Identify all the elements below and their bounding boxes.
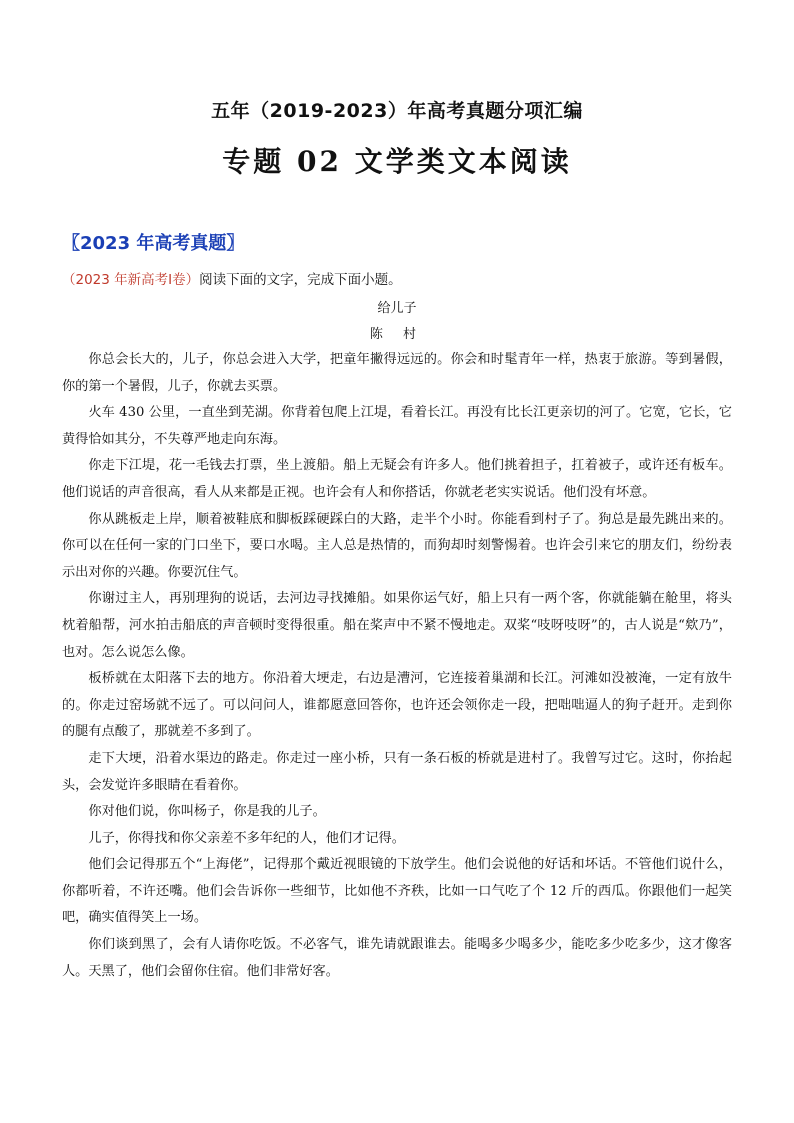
paragraph: 火车 430 公里，一直坐到芜湖。你背着包爬上江堤，看着长江。再没有比长江更亲切的河了。它宽，它长，它黄得恰如其分，不失尊严地走向东海。 — [62, 405, 732, 447]
paragraph: 你谢过主人，再别理狗的说话，去河边寻找摊船。如果你运气好，船上只有一两个客，你就能躺在舱里，将头枕着船帮，河水拍击船底的声音顿时变得很重。船在桨声中不紧不慢地走。双桨“吱呀吱呀”的，古人说是“欸乃”，也对。怎么说怎么像。 — [62, 591, 732, 660]
question-source: （2023 年新高考Ⅰ卷） — [62, 272, 200, 288]
paragraph: 你总会长大的，儿子，你总会进入大学，把童年撇得远远的。你会和时髦青年一样，热衷于旅游。等到暑假，你的第一个暑假，儿子，你就去买票。 — [62, 352, 732, 394]
section-heading: 〖2023 年高考真题〗 — [62, 233, 245, 254]
question-intro — [62, 268, 402, 288]
paragraph: 你们谈到黑了，会有人请你吃饭。不必客气，谁先请就跟谁去。能喝多少喝多少，能吃多少吃多少，这才像客人。天黑了，他们会留你住宿。他们非常好客。 — [62, 937, 732, 979]
document-title: 五年（2019-2023）年高考真题分项汇编 — [211, 100, 583, 122]
question-instruction: 阅读下面的文字，完成下面小题。 — [199, 272, 402, 288]
paragraph: 他们会记得那五个“上海佬”，记得那个戴近视眼镜的下放学生。他们会说他的好话和坏话。不管他们说什么，你都听着，不许还嘴。他们会告诉你一些细节，比如他不齐秩，比如一口气吃了个 12 斤的西瓜。你跟他们一起笑吧，确实值得笑上一场。 — [62, 857, 732, 926]
passage-author: 陈 村 — [369, 327, 425, 342]
paragraph: 板桥就在太阳落下去的地方。你沿着大埂走，右边是漕河，它连接着巢湖和长江。河滩如没被淹，一定有放牛的。你走过窑场就不远了。可以问问人，谁都愿意回答你，也许还会领你走一段，把咄咄逼人的狗子赶开。走到你的腿有点酸了，那就差不多到了。 — [62, 671, 732, 740]
paragraph: 走下大埂，沿着水渠边的路走。你走过一座小桥，只有一条石板的桥就是进村了。我曾写过它。这时，你抬起头，会发觉许多眼睛在看着你。 — [62, 750, 732, 793]
passage-body — [62, 347, 732, 985]
paragraph: 你走下江堤，花一毛钱去打票，坐上渡船。船上无疑会有许多人。他们挑着担子，扛着被子，或许还有板车。他们说话的声音很高，看人从来都是正视。也许会有人和你搭话，你就老老实实说话。他们没有坏意。 — [62, 458, 732, 500]
passage-title: 给儿子 — [377, 301, 417, 316]
paragraph: 你对他们说，你叫杨子，你是我的儿子。 — [88, 804, 326, 820]
paragraph: 儿子，你得找和你父亲差不多年纪的人，他们才记得。 — [88, 830, 405, 846]
paragraph: 你从跳板走上岸，顺着被鞋底和脚板踩硬踩白的大路，走半个小时。你能看到村子了。狗总是最先跳出来的。你可以在任何一家的门口坐下，要口水喝。主人总是热情的，而狗却时刻警惕着。也许会引来它的朋友们，纷纷表示出对你的兴趣。你要沉住气。 — [62, 511, 732, 580]
topic-title: 专题 02 文学类文本阅读 — [222, 145, 572, 178]
